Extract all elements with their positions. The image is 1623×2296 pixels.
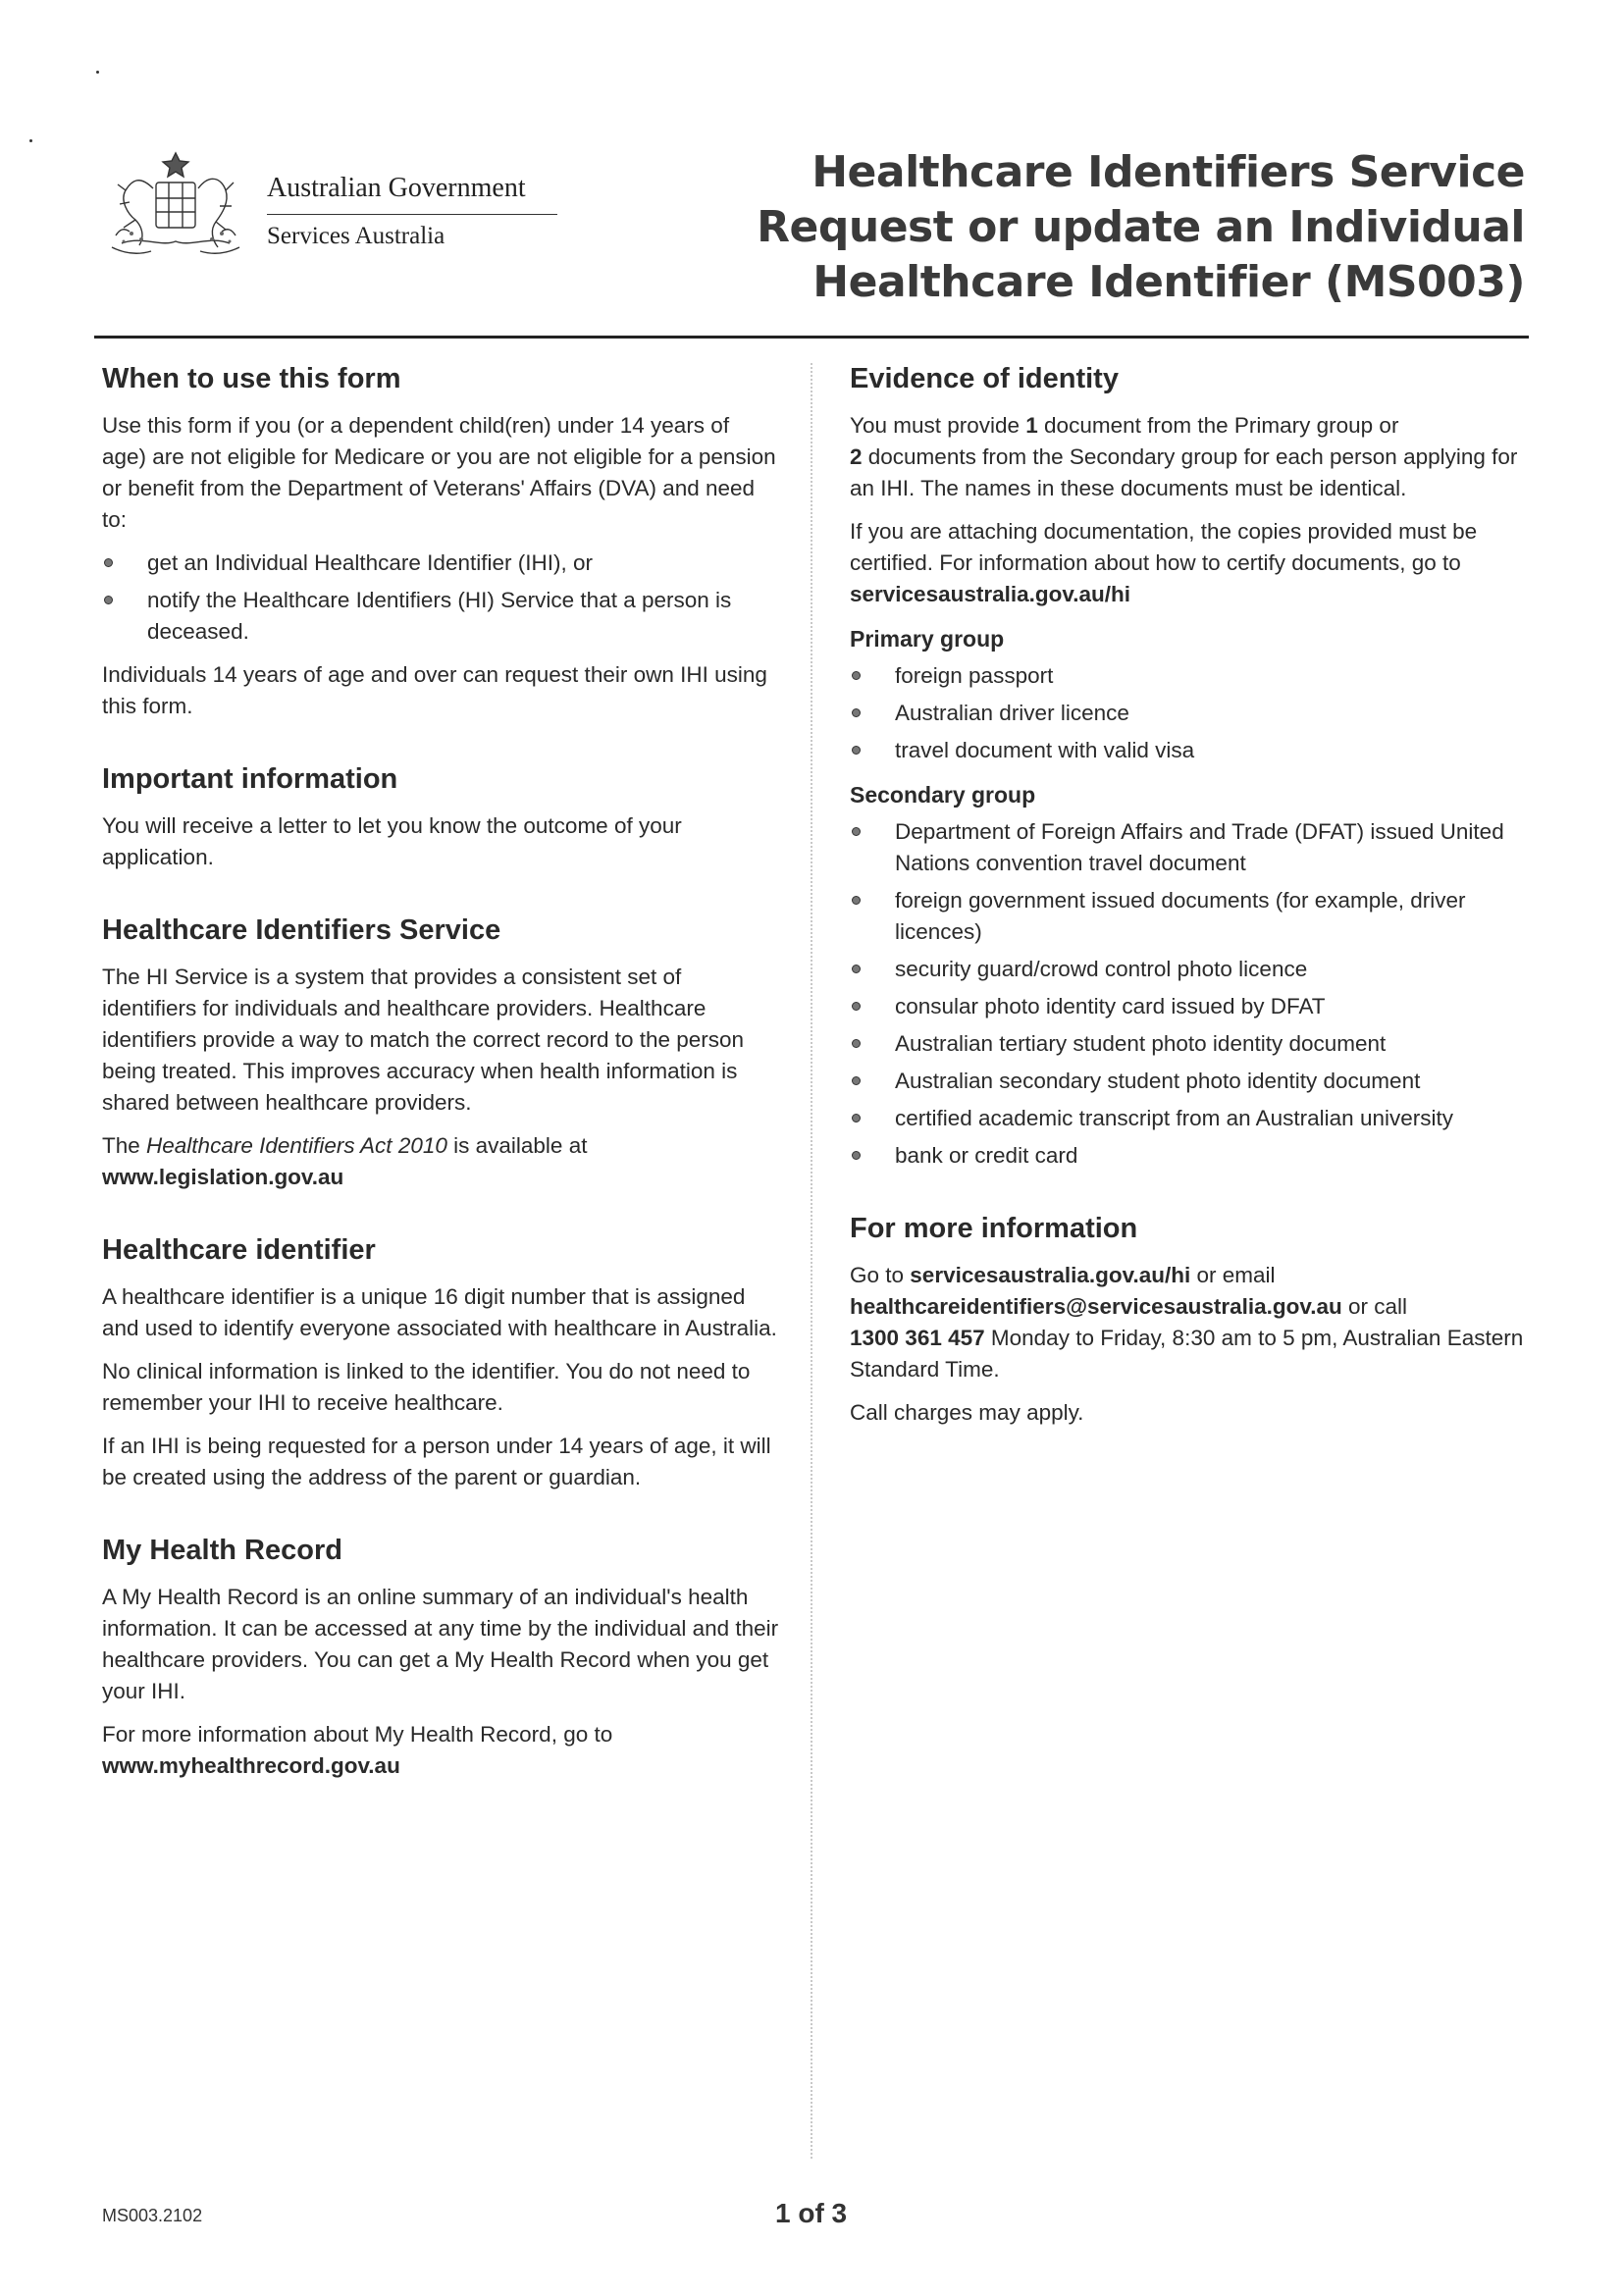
document-count: 2 [850,444,863,469]
paragraph [850,516,1529,610]
text-fragment: document from the Primary group or [1037,413,1399,438]
section-hi-service [102,913,779,1193]
section-heading: For more information [850,1213,1138,1244]
branding-divider [267,214,557,215]
list-item-text: certified academic transcript from an Australian university [895,1106,1453,1130]
bullet-list [102,548,779,648]
list-item-text: Australian driver licence [895,701,1129,725]
form-title-line: Request or update an Individual [757,202,1525,252]
section-my-health-record [102,1533,779,1782]
column-divider [811,363,812,2159]
form-title [642,145,1525,310]
paragraph [102,1719,779,1782]
list-item [102,585,779,648]
section-heading: My Health Record [102,1535,342,1566]
form-code: MS003.2102 [102,2206,203,2225]
paragraph: No clinical information is linked to the identifier. You do not need to remember your IHI to receive healthcare. [102,1359,751,1415]
section-heading: Important information [102,763,398,795]
commonwealth-coat-of-arms-logo [102,145,249,263]
bullet-icon [852,1114,861,1122]
list-item-text: security guard/crowd control photo licence [895,957,1308,981]
subheading-secondary-group: Secondary group [850,782,1036,808]
agency-name: Services Australia [267,223,445,249]
scan-speck [96,71,99,74]
paragraph: You will receive a letter to let you know the outcome of your application. [102,813,682,869]
paragraph: Call charges may apply. [850,1400,1084,1425]
secondary-group-list [850,816,1529,1172]
text-fragment: Monday to Friday, 8:30 am to 5 pm, Australian Eastern Standard Time. [850,1326,1524,1382]
left-column [102,361,779,1821]
list-item-text: Australian tertiary student photo identity document [895,1031,1387,1056]
list-item-text: bank or credit card [895,1143,1078,1168]
primary-group-list [850,660,1529,766]
services-australia-link[interactable]: servicesaustralia.gov.au/hi [910,1263,1191,1287]
government-name: Australian Government [267,173,526,203]
bullet-icon [852,1076,861,1085]
text-fragment: If you are attaching documentation, the copies provided must be certified. For information about how to certify documents, go to [850,519,1478,575]
bullet-icon [852,671,861,680]
text-fragment: is available at [446,1133,588,1158]
scan-speck [29,139,32,142]
subheading-primary-group: Primary group [850,626,1005,652]
list-item [850,1103,1529,1134]
list-item [850,991,1529,1022]
bullet-icon [852,965,861,973]
section-heading: Healthcare identifier [102,1234,376,1266]
section-when-to-use [102,361,779,722]
bullet-icon [104,596,113,604]
text-fragment: or call [1341,1294,1408,1319]
section-heading: When to use this form [102,363,401,394]
list-item-text: foreign passport [895,663,1054,688]
certify-documents-link[interactable]: servicesaustralia.gov.au/hi [850,582,1130,606]
list-item-text: notify the Healthcare Identifiers (HI) Service that a person is deceased. [147,588,732,644]
my-health-record-link[interactable]: www.myhealthrecord.gov.au [102,1753,400,1778]
paragraph: A My Health Record is an online summary of an individual's health information. It can be accessed at any time by the individual and their healthcare providers. You can get a My Health Record when you get your IHI. [102,1585,779,1703]
section-more-information [850,1211,1529,1429]
text-fragment: Go to [850,1263,911,1287]
bullet-icon [852,896,861,905]
list-item [850,954,1529,985]
section-healthcare-identifier [102,1232,779,1493]
list-item-text: get an Individual Healthcare Identifier (IHI), or [147,550,593,575]
act-paragraph [102,1130,779,1193]
act-title: Healthcare Identifiers Act 2010 [146,1133,447,1158]
bullet-icon [104,558,113,567]
list-item [850,735,1529,766]
text-fragment: For more information about My Health Record, go to [102,1722,613,1747]
paragraph: The HI Service is a system that provides a consistent set of identifiers for individuals and healthcare providers. Healthcare identifiers provide a way to match the correct record to the person being treated. This improves accuracy when health information is shared between healthcare providers. [102,965,745,1115]
list-item [850,660,1529,692]
text-fragment: The [102,1133,147,1158]
list-item [850,698,1529,729]
list-item [850,1140,1529,1172]
right-column [850,361,1529,1468]
bullet-icon [852,1151,861,1160]
list-item [850,816,1529,879]
form-title-line: Healthcare Identifier (MS003) [812,257,1525,307]
bullet-icon [852,746,861,755]
page-number: 1 of 3 [775,2198,848,2228]
list-item [850,1066,1529,1097]
bullet-icon [852,1039,861,1048]
list-item-text: travel document with valid visa [895,738,1195,762]
paragraph: A healthcare identifier is a unique 16 digit number that is assigned and used to identify everyone associated with healthcare in Australia. [102,1284,777,1340]
paragraph: If an IHI is being requested for a person under 14 years of age, it will be created using the address of the parent or guardian. [102,1434,771,1489]
phone-number[interactable]: 1300 361 457 [850,1326,985,1350]
section-heading: Healthcare Identifiers Service [102,914,501,946]
email-link[interactable]: healthcareidentifiers@servicesaustralia.gov.au [850,1294,1342,1319]
section-heading: Evidence of identity [850,363,1119,394]
paragraph: Individuals 14 years of age and over can request their own IHI using this form. [102,662,767,718]
list-item-text: Australian secondary student photo identity document [895,1069,1421,1093]
bullet-icon [852,1002,861,1011]
paragraph [850,1260,1529,1385]
government-branding [267,173,561,250]
list-item-text: consular photo identity card issued by DFAT [895,994,1326,1018]
text-fragment: or email [1190,1263,1276,1287]
paragraph [850,410,1529,504]
section-evidence-of-identity [850,361,1529,1172]
document-count: 1 [1025,413,1038,438]
list-item [850,1028,1529,1060]
text-fragment: You must provide [850,413,1026,438]
form-title-line: Healthcare Identifiers Service [812,147,1525,197]
legislation-link[interactable]: www.legislation.gov.au [102,1165,344,1189]
paragraph: Use this form if you (or a dependent child(ren) under 14 years of age) are not eligible for Medicare or you are not eligible for a pension or benefit from the Department of Veterans' Affairs (DVA) and need to: [102,413,776,532]
list-item [102,548,779,579]
list-item-text: Department of Foreign Affairs and Trade (DFAT) issued United Nations convention travel document [895,819,1504,875]
bullet-icon [852,827,861,836]
header-divider [94,336,1529,339]
list-item [850,885,1529,948]
section-important-information [102,761,779,873]
bullet-icon [852,708,861,717]
list-item-text: foreign government issued documents (for example, driver licences) [895,888,1466,944]
text-fragment: documents from the Secondary group for each person applying for an IHI. The names in these documents must be identical. [850,444,1518,500]
